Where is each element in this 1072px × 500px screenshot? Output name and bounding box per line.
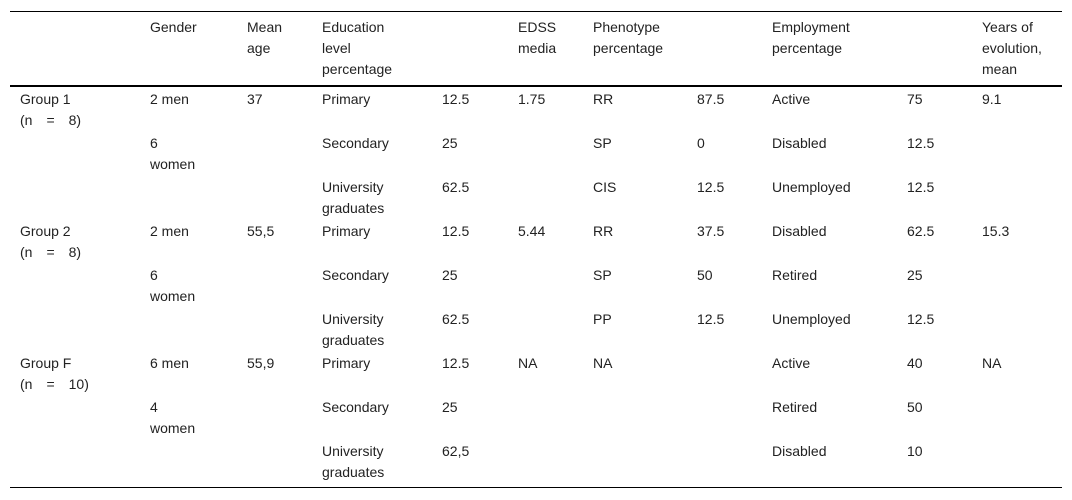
table-cell-phen_pct: 37.5 — [697, 223, 725, 239]
table-cell-employment: Retired — [772, 399, 818, 415]
table-cell-emp_pct: 75 — [907, 91, 923, 107]
table-cell-phenotype: RR — [593, 223, 614, 239]
column-header-years: evolution, — [982, 40, 1042, 56]
table-cell-age: 55,5 — [247, 223, 275, 239]
table-cell-edu_pct: 25 — [442, 399, 458, 415]
table-cell-edu_level: graduates — [322, 200, 385, 216]
column-header-edu_level: Education — [322, 19, 385, 35]
table-cell-group: Group 1 — [20, 91, 71, 107]
column-header-years: mean — [982, 61, 1018, 77]
table-cell-emp_pct: 12.5 — [907, 179, 935, 195]
column-header-gender: Gender — [150, 19, 197, 35]
table-cell-years: 9.1 — [982, 91, 1002, 107]
table-cell-edu_level: Primary — [322, 355, 371, 371]
table-cell-gender: 6 — [150, 267, 158, 283]
column-header-phenotype: Phenotype — [593, 19, 660, 35]
table-cell-edu_pct: 62,5 — [442, 443, 470, 459]
table-cell-phenotype: NA — [593, 355, 613, 371]
table-cell-phen_pct: 50 — [697, 267, 713, 283]
table-cell-emp_pct: 25 — [907, 267, 923, 283]
table-cell-emp_pct: 40 — [907, 355, 923, 371]
table-cell-emp_pct: 10 — [907, 443, 923, 459]
header-rule — [10, 85, 1062, 87]
column-header-age: Mean — [247, 19, 283, 35]
column-header-age: age — [247, 40, 271, 56]
table-cell-employment: Disabled — [772, 223, 827, 239]
table-cell-edss: 1.75 — [518, 91, 546, 107]
table-cell-group: (n = 8) — [20, 112, 82, 128]
table-cell-emp_pct: 62.5 — [907, 223, 935, 239]
table-cell-edu_level: Primary — [322, 91, 371, 107]
table-cell-employment: Active — [772, 355, 811, 371]
table-cell-edu_pct: 12.5 — [442, 91, 470, 107]
table-cell-phen_pct: 0 — [697, 135, 705, 151]
table-cell-emp_pct: 12.5 — [907, 311, 935, 327]
table-cell-gender: 6 — [150, 135, 158, 151]
table-cell-employment: Disabled — [772, 135, 827, 151]
table-cell-edss: NA — [518, 355, 538, 371]
table-cell-emp_pct: 12.5 — [907, 135, 935, 151]
table-cell-edu_pct: 12.5 — [442, 223, 470, 239]
table-cell-edu_level: graduates — [322, 464, 385, 480]
table-cell-edu_level: University — [322, 311, 384, 327]
table-cell-edu_level: graduates — [322, 332, 385, 348]
table-cell-age: 37 — [247, 91, 263, 107]
table-cell-gender: women — [150, 420, 196, 436]
table-cell-phenotype: SP — [593, 267, 612, 283]
table-cell-employment: Retired — [772, 267, 818, 283]
table-cell-edu_level: Primary — [322, 223, 371, 239]
column-header-edss: EDSS — [518, 19, 557, 35]
table-cell-gender: women — [150, 288, 196, 304]
table-cell-age: 55,9 — [247, 355, 275, 371]
table-cell-edu_level: Secondary — [322, 267, 389, 283]
table-cell-employment: Disabled — [772, 443, 827, 459]
column-header-edss: media — [518, 40, 557, 56]
table-cell-gender: 2 men — [150, 91, 189, 107]
table-cell-employment: Unemployed — [772, 311, 851, 327]
table-cell-years: 15.3 — [982, 223, 1010, 239]
table-cell-gender: women — [150, 156, 196, 172]
table-cell-group: (n = 10) — [20, 376, 89, 392]
table-cell-edu_level: Secondary — [322, 135, 389, 151]
table-cell-edu_level: University — [322, 443, 384, 459]
column-header-edu_level: level — [322, 40, 351, 56]
table-cell-group: (n = 8) — [20, 244, 82, 260]
table-cell-phen_pct: 12.5 — [697, 179, 725, 195]
table-cell-phenotype: PP — [593, 311, 612, 327]
table-cell-edu_pct: 62.5 — [442, 179, 470, 195]
table-cell-edss: 5.44 — [518, 223, 546, 239]
table-cell-gender: 2 men — [150, 223, 189, 239]
table-cell-phen_pct: 87.5 — [697, 91, 725, 107]
column-header-employment: Employment — [772, 19, 850, 35]
table-cell-emp_pct: 50 — [907, 399, 923, 415]
table-cell-years: NA — [982, 355, 1002, 371]
table-cell-phenotype: SP — [593, 135, 612, 151]
table-cell-group: Group F — [20, 355, 72, 371]
table-cell-phenotype: CIS — [593, 179, 617, 195]
table-cell-edu_pct: 25 — [442, 135, 458, 151]
table-cell-phenotype: RR — [593, 91, 614, 107]
table-cell-group: Group 2 — [20, 223, 71, 239]
table-cell-edu_level: Secondary — [322, 399, 389, 415]
column-header-edu_level: percentage — [322, 61, 393, 77]
table-cell-gender: 4 — [150, 399, 158, 415]
table-cell-edu_level: University — [322, 179, 384, 195]
column-header-phenotype: percentage — [593, 40, 664, 56]
table-cell-edu_pct: 62.5 — [442, 311, 470, 327]
table-cell-edu_pct: 12.5 — [442, 355, 470, 371]
table-bottom-rule — [10, 487, 1062, 488]
table-cell-edu_pct: 25 — [442, 267, 458, 283]
column-header-employment: percentage — [772, 40, 843, 56]
table-cell-employment: Active — [772, 91, 811, 107]
table-cell-gender: 6 men — [150, 355, 189, 371]
table-cell-employment: Unemployed — [772, 179, 851, 195]
table-top-rule — [10, 11, 1062, 12]
column-header-years: Years of — [982, 19, 1033, 35]
table-cell-phen_pct: 12.5 — [697, 311, 725, 327]
